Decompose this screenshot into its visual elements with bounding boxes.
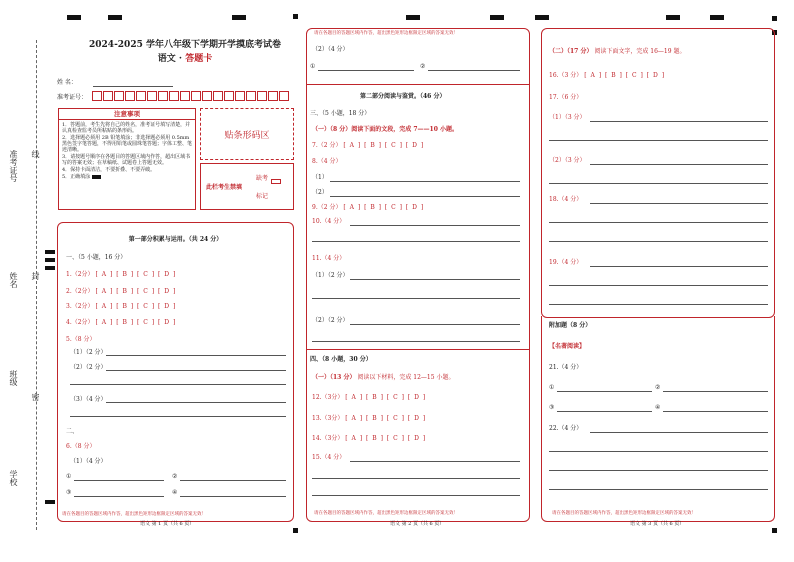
q16[interactable]: 16.（3 分） [ A ] [ B ] [ C ] [ D ] (549, 72, 666, 79)
reading3-title: （二）（17 分） 阅读下面文字，完成 16—19 题。 (549, 48, 686, 55)
side-mark (45, 500, 55, 504)
q8-2-label: （2） (312, 189, 328, 196)
answer-line[interactable] (663, 391, 768, 392)
side-secret-mark: 密 (31, 393, 40, 401)
part1-title: 第一部分积累与运用。（共 24 分） (128, 236, 223, 243)
mc-question-13[interactable]: 13.（3分） [ A ] [ B ] [ C ] [ D ] (312, 415, 427, 422)
side-mark (45, 266, 55, 270)
warning-text: 请在各题目的答题区域内作答，超出黑色矩形边框限定区域的答案无效！ (62, 512, 206, 517)
corner-mark (535, 15, 549, 20)
q17-2-label: （2）（3 分） (549, 157, 586, 164)
answer-line[interactable] (180, 480, 286, 481)
side-class: 班级 (9, 370, 18, 386)
side-exam-no: 准考证号 (9, 150, 18, 182)
answer-line[interactable] (330, 181, 520, 182)
q-top-label: （2）（4 分） (312, 46, 349, 53)
circle-1: ① (310, 63, 316, 70)
q5-2-label: （2）（2 分） (70, 364, 107, 371)
page-footer-1: 语文 第 1 页（共 6 页） (140, 521, 195, 527)
q5-1-label: （1）（2 分） (70, 349, 107, 356)
q18-label: 18.（4 分） (549, 196, 583, 203)
warning-text: 请在各题目的答题区域内作答，超出黑色矩形边框限定区域的答案无效！ (314, 511, 458, 516)
answer-line[interactable] (106, 355, 286, 356)
corner-mark (67, 15, 81, 20)
mc-question-3[interactable]: 3.（2分） [ A ] [ B ] [ C ] [ D ] (66, 303, 177, 310)
q7[interactable]: 7.（2 分） [ A ] [ B ] [ C ] [ D ] (312, 142, 425, 149)
q21-circle-2: ② (655, 384, 661, 391)
notice-item: 2．选择题必须用 2B 铅笔填涂；非选择题必须用 0.5mm 黑色签字笔答题，不得用铅笔或圆珠笔答题；字体工整、笔迹清晰。 (62, 135, 193, 153)
q8-label: 8.（4 分） (312, 158, 342, 165)
exam-title: 2024-2025 学年八年级下学期开学摸底考试卷 (89, 40, 281, 50)
answer-line[interactable] (549, 241, 768, 242)
reading2-title: （一）（13 分） 阅读以下材料，完成 12—15 小题。 (312, 374, 455, 381)
corner-mark (406, 15, 420, 20)
name-field[interactable] (93, 86, 173, 87)
answer-line[interactable] (590, 203, 768, 204)
q6-circle-1: ① (66, 473, 72, 480)
answer-line[interactable] (549, 470, 768, 471)
extra-title: 附加题（8 分） (549, 322, 592, 329)
section3-title: 三、（5 小题，18 分） (310, 110, 371, 117)
q11-1-label: （1）（2 分） (312, 272, 349, 279)
q17-label: 17.（6 分） (549, 94, 583, 101)
answer-line[interactable] (350, 279, 520, 280)
q9[interactable]: 9.（2 分） [ A ] [ B ] [ C ] [ D ] (312, 204, 425, 211)
exam-no-boxes[interactable] (92, 91, 289, 101)
answer-line[interactable] (549, 451, 768, 452)
notice-item: 4．保持卡面清洁，不要折叠、不要弄破。 (62, 167, 156, 173)
corner-mark (490, 15, 504, 20)
binding-line (36, 40, 37, 530)
q6-label: 6.（8 分） (66, 443, 96, 450)
corner-mark (772, 16, 777, 21)
exam-subtitle: 语文 · 答题卡 (157, 54, 213, 64)
absent-label: 此栏考生禁填 (206, 184, 243, 191)
notice-item: 3．请按题号顺序在各题目的答题区域内作答，超出区域书写的答案无效；在草稿纸、试题卷上答题无效。 (62, 154, 191, 166)
q6-1-label: （1）（4 分） (70, 458, 107, 465)
q5-label: 5.（8 分） (66, 336, 96, 343)
corner-mark (232, 15, 246, 20)
filled-sample-icon (92, 175, 101, 179)
answer-line[interactable] (312, 241, 520, 242)
warning-text: 请在各题目的答题区域内作答，超出黑色矩形边框限定区域的答案无效！ (314, 31, 458, 36)
notice-title: 注意事项 (59, 109, 195, 120)
answer-line[interactable] (106, 402, 286, 403)
answer-line[interactable] (312, 495, 520, 496)
q21-circle-1: ① (549, 384, 555, 391)
answer-line[interactable] (74, 480, 164, 481)
notice-item: 5．正确填涂 (62, 174, 192, 180)
q10-label: 10.（4 分） (312, 218, 346, 225)
mc-question-4[interactable]: 4.（2分） [ A ] [ B ] [ C ] [ D ] (66, 319, 177, 326)
answer-line[interactable] (312, 341, 520, 342)
notice-item: 1．答题前，考生先将自己的姓名，准考证号填写清楚，并认真检查监考员所粘贴的条形码。 (62, 122, 191, 134)
q11-label: 11.（4 分） (312, 255, 346, 262)
q22-label: 22.（4 分） (549, 425, 583, 432)
answer-line[interactable] (590, 266, 768, 267)
side-seal-mark: 封 (31, 272, 40, 280)
q17-1-label: （1）（3 分） (549, 114, 586, 121)
absent-box (200, 163, 294, 210)
page-footer-3: 语文 第 3 页（共 6 页） (630, 521, 685, 527)
corner-mark (108, 15, 122, 20)
section2-title: 二、 (66, 428, 79, 435)
q8-1-label: （1） (312, 174, 328, 181)
answer-line[interactable] (663, 411, 768, 412)
answer-line[interactable] (106, 370, 286, 371)
reading1-title: （一）（8 分）阅读下面的文段，完成 7——10 小题。 (312, 126, 458, 133)
answer-line[interactable] (350, 225, 520, 226)
answer-line[interactable] (330, 196, 520, 197)
side-mark (45, 250, 55, 254)
absent-mark-label: 缺考 (256, 175, 269, 182)
answer-line[interactable] (590, 121, 768, 122)
divider (306, 349, 530, 350)
mc-question-1[interactable]: 1.（2分） [ A ] [ B ] [ C ] [ D ] (66, 271, 177, 278)
section1-title: 一、（5 小题，16 分） (66, 254, 127, 261)
corner-mark (666, 15, 680, 20)
barcode-area (200, 108, 294, 160)
mc-question-2[interactable]: 2.（2分） [ A ] [ B ] [ C ] [ D ] (66, 288, 177, 295)
answer-line[interactable] (557, 391, 652, 392)
corner-mark (772, 528, 777, 533)
answer-line[interactable] (549, 222, 768, 223)
q19-label: 19.（4 分） (549, 259, 583, 266)
part2-title: 第二部分阅读与鉴赏。（46 分） (360, 93, 446, 100)
answer-line[interactable] (70, 384, 286, 385)
mc-question-14[interactable]: 14.（3分） [ A ] [ B ] [ C ] [ D ] (312, 435, 427, 442)
answer-line[interactable] (318, 70, 414, 71)
name-label: 姓 名： (57, 79, 77, 86)
answer-line[interactable] (549, 285, 768, 286)
answer-line[interactable] (180, 496, 286, 497)
answer-line[interactable] (350, 461, 520, 462)
q6-circle-2: ② (172, 473, 178, 480)
side-line-mark: 线 (31, 150, 40, 158)
warning-text: 请在各题目的答题区域内作答，超出黑色矩形边框限定区域的答案无效！ (552, 511, 696, 516)
q6-circle-4: ④ (172, 489, 178, 496)
barcode-label: 贴条形码区 (224, 130, 270, 141)
answer-line[interactable] (312, 298, 520, 299)
side-name: 姓名 (9, 272, 18, 288)
absent-mark-box[interactable] (271, 179, 281, 184)
notice-box (58, 108, 196, 210)
answer-line[interactable] (70, 416, 286, 417)
answer-line[interactable] (549, 183, 768, 184)
famous-reading-title: 【名著阅读】 (549, 343, 586, 350)
answer-line[interactable] (549, 304, 768, 305)
answer-line[interactable] (590, 164, 768, 165)
q5-3-label: （3）（4 分） (70, 396, 107, 403)
corner-mark (293, 528, 298, 533)
absent-mark-label2: 标记 (256, 193, 269, 200)
answer-line[interactable] (312, 478, 520, 479)
q21-circle-3: ③ (549, 404, 555, 411)
q15-label: 15.（4 分） (312, 454, 346, 461)
answer-line[interactable] (549, 489, 768, 490)
answer-line[interactable] (428, 70, 520, 71)
answer-line[interactable] (74, 496, 164, 497)
q11-2-label: （2）（2 分） (312, 317, 349, 324)
page-footer-2: 语文 第 2 页（共 6 页） (390, 521, 445, 527)
exam-no-label: 准考证号： (57, 94, 88, 101)
side-mark (45, 258, 55, 262)
circle-2: ② (420, 63, 426, 70)
answer-line[interactable] (557, 411, 652, 412)
corner-mark (710, 15, 724, 20)
q21-circle-4: ④ (655, 404, 661, 411)
q6-circle-3: ③ (66, 489, 72, 496)
answer-line[interactable] (590, 432, 768, 433)
answer-line[interactable] (549, 140, 768, 141)
side-school: 学校 (9, 470, 18, 486)
mc-question-12[interactable]: 12.（3分） [ A ] [ B ] [ C ] [ D ] (312, 394, 427, 401)
corner-mark (293, 14, 298, 19)
answer-line[interactable] (350, 324, 520, 325)
section4-title: 四、（8 小题，30 分） (310, 356, 372, 363)
q21-label: 21.（4 分） (549, 364, 583, 371)
divider (306, 84, 530, 85)
